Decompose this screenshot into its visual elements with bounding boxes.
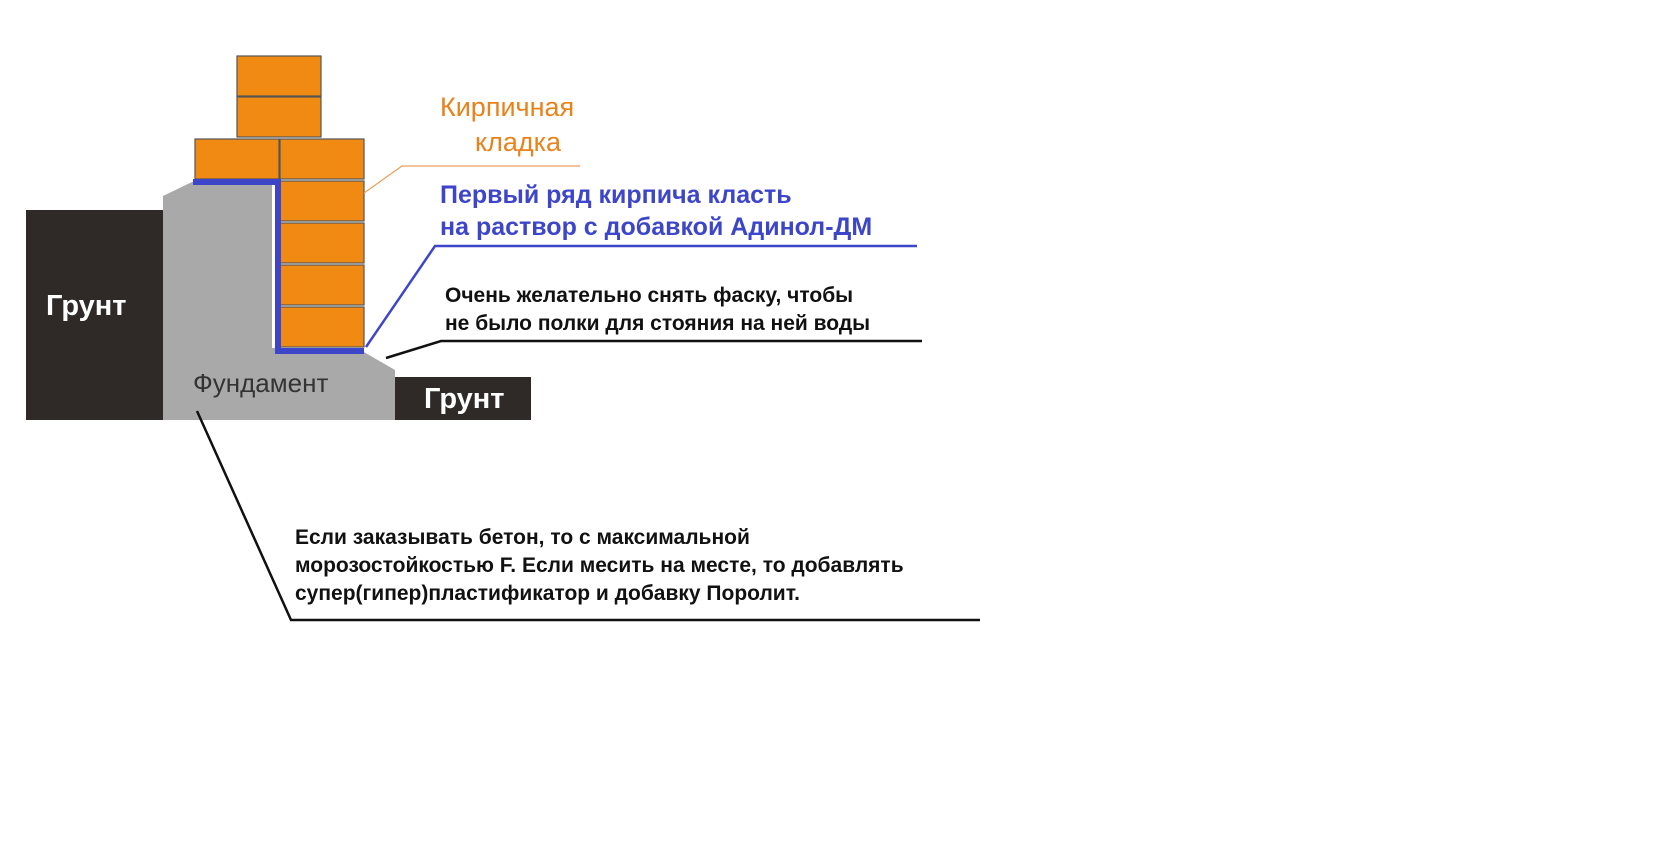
brickwork-label-line1: Кирпичная xyxy=(440,92,575,122)
soil-left-label: Грунт xyxy=(46,290,127,322)
first-row-label-line1: Первый ряд кирпича класть xyxy=(440,181,792,209)
brickwork-label-line2: кладка xyxy=(475,127,562,157)
brick xyxy=(280,181,364,221)
brick xyxy=(280,307,364,347)
brick xyxy=(195,139,279,179)
first-row-label-line2: на раствор с добавкой Адинол-ДМ xyxy=(440,213,873,241)
chamfer-label-line2: не было полки для стояния на ней воды xyxy=(445,312,871,335)
brick xyxy=(280,265,364,305)
brick xyxy=(237,56,321,96)
soil-right-label: Грунт xyxy=(424,383,505,415)
concrete-label-line2: морозостойкостью F. Если месить на месте, то добавлять xyxy=(295,554,904,577)
brick xyxy=(280,139,364,179)
brick xyxy=(280,223,364,263)
concrete-label-line1: Если заказывать бетон, то с максимальной xyxy=(295,526,750,549)
chamfer-label-line1: Очень желательно снять фаску, чтобы xyxy=(445,284,854,307)
brick xyxy=(237,97,321,137)
concrete-label-line3: супер(гипер)пластификатор и добавку Поролит. xyxy=(295,582,800,605)
chamfer-leader xyxy=(386,341,922,358)
foundation-label: Фундамент xyxy=(193,368,329,398)
